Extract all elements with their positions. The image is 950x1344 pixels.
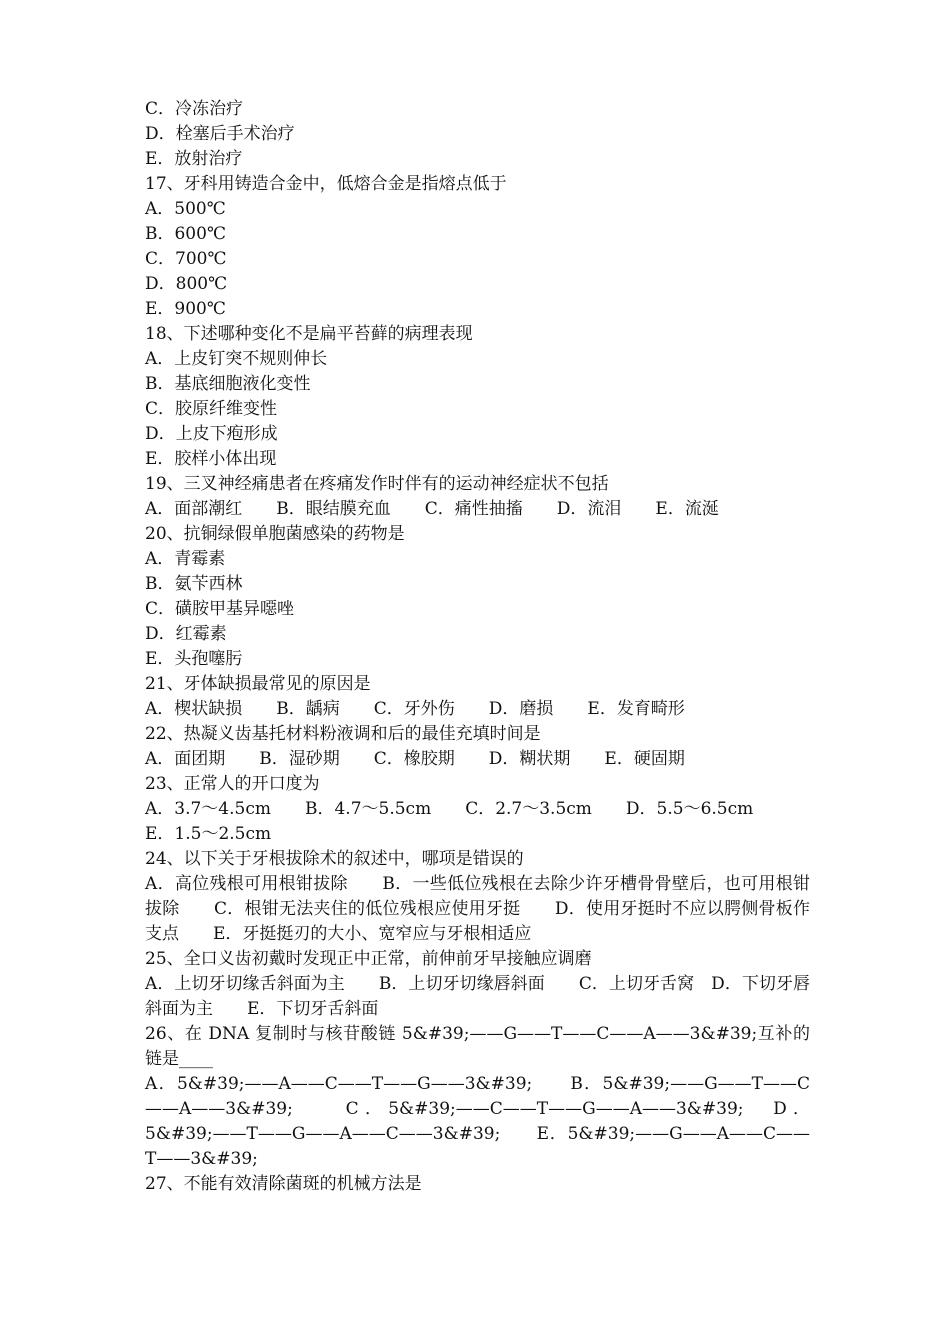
question-title: 21、牙体缺损最常见的原因是 — [145, 674, 371, 694]
question-title: 24、以下关于牙根拔除术的叙述中，哪项是错误的 — [145, 849, 524, 869]
question-title: 17、牙科用铸造合金中，低熔合金是指熔点低于 — [145, 174, 507, 194]
question-title: 25、全口义齿初戴时发现正中正常，前伸前牙早接触应调磨 — [145, 949, 592, 969]
option-line: A．3.7～4.5cm B．4.7～5.5cm C．2.7～3.5cm D．5.5～6.5cm — [145, 799, 754, 819]
question-title: 19、三叉神经痛患者在疼痛发作时伴有的运动神经症状不包括 — [145, 474, 609, 494]
option-line: B．氨苄西林 — [145, 574, 243, 594]
option-paragraph: A．高位残根可用根钳拔除 B．一些低位残根在去除少许牙槽骨骨壁后，也可用根钳拔除 C．根钳无法夹住的低位残根应使用牙挺 D．使用牙挺时不应以腭侧骨板作支点 E．牙挺挺刃的大小、宽窄应与牙根相适应 — [145, 874, 810, 944]
option-line: D．红霉素 — [145, 624, 227, 644]
question-text-block — [145, 97, 810, 1197]
option-paragraph: A．5&#39;——A——C——T——G——3&#39; B．5&#39;——G——T——C——A——3&#39; C．5&#39;——C——T——G——A——3&#39; D．5&#39;——T——G——A——C——3&#39; E．5&#39;——G——A——C——T——3&#39; — [145, 1074, 810, 1169]
option-line: A．面部潮红 B．眼结膜充血 C．痛性抽搐 D．流泪 E．流涎 — [145, 499, 719, 519]
option-line: E．1.5～2.5cm — [145, 824, 272, 844]
option-paragraph: A．上切牙切缘舌斜面为主 B．上切牙切缘唇斜面 C．上切牙舌窝 D．下切牙唇斜面为主 E．下切牙舌斜面 — [145, 974, 810, 1019]
question-title: 27、不能有效清除菌斑的机械方法是 — [145, 1174, 422, 1194]
option-line: A．青霉素 — [145, 549, 226, 569]
option-line: E．胶样小体出现 — [145, 449, 277, 469]
option-line: A．上皮钉突不规则伸长 — [145, 349, 328, 369]
question-title: 20、抗铜绿假单胞菌感染的药物是 — [145, 524, 405, 544]
question-title: 23、正常人的开口度为 — [145, 774, 320, 794]
option-line: C．磺胺甲基异噁唑 — [145, 599, 295, 619]
question-title: 22、热凝义齿基托材料粉液调和后的最佳充填时间是 — [145, 724, 541, 744]
option-line: A．楔状缺损 B．龋病 C．牙外伤 D．磨损 E．发育畸形 — [145, 699, 685, 719]
option-line: E．900℃ — [145, 299, 226, 319]
option-line: A．面团期 B．湿砂期 C．橡胶期 D．糊状期 E．硬固期 — [145, 749, 685, 769]
question-title: 26、在 DNA 复制时与核苷酸链 5&#39;——G——T——C——A——3&#39;互补的链是____ — [145, 1024, 810, 1069]
option-line: C．胶原纤维变性 — [145, 399, 278, 419]
option-line: D．上皮下疱形成 — [145, 424, 278, 444]
option-line: E．头孢噻肟 — [145, 649, 243, 669]
option-line: A．500℃ — [145, 199, 226, 219]
option-line: C．冷冻治疗 — [145, 99, 244, 119]
option-line: B．基底细胞液化变性 — [145, 374, 311, 394]
question-title: 18、下述哪种变化不是扁平苔藓的病理表现 — [145, 324, 473, 344]
option-line: D．栓塞后手术治疗 — [145, 124, 295, 144]
option-line: E．放射治疗 — [145, 149, 243, 169]
option-line: D．800℃ — [145, 274, 228, 294]
option-line: B．600℃ — [145, 224, 226, 244]
option-line: C．700℃ — [145, 249, 227, 269]
